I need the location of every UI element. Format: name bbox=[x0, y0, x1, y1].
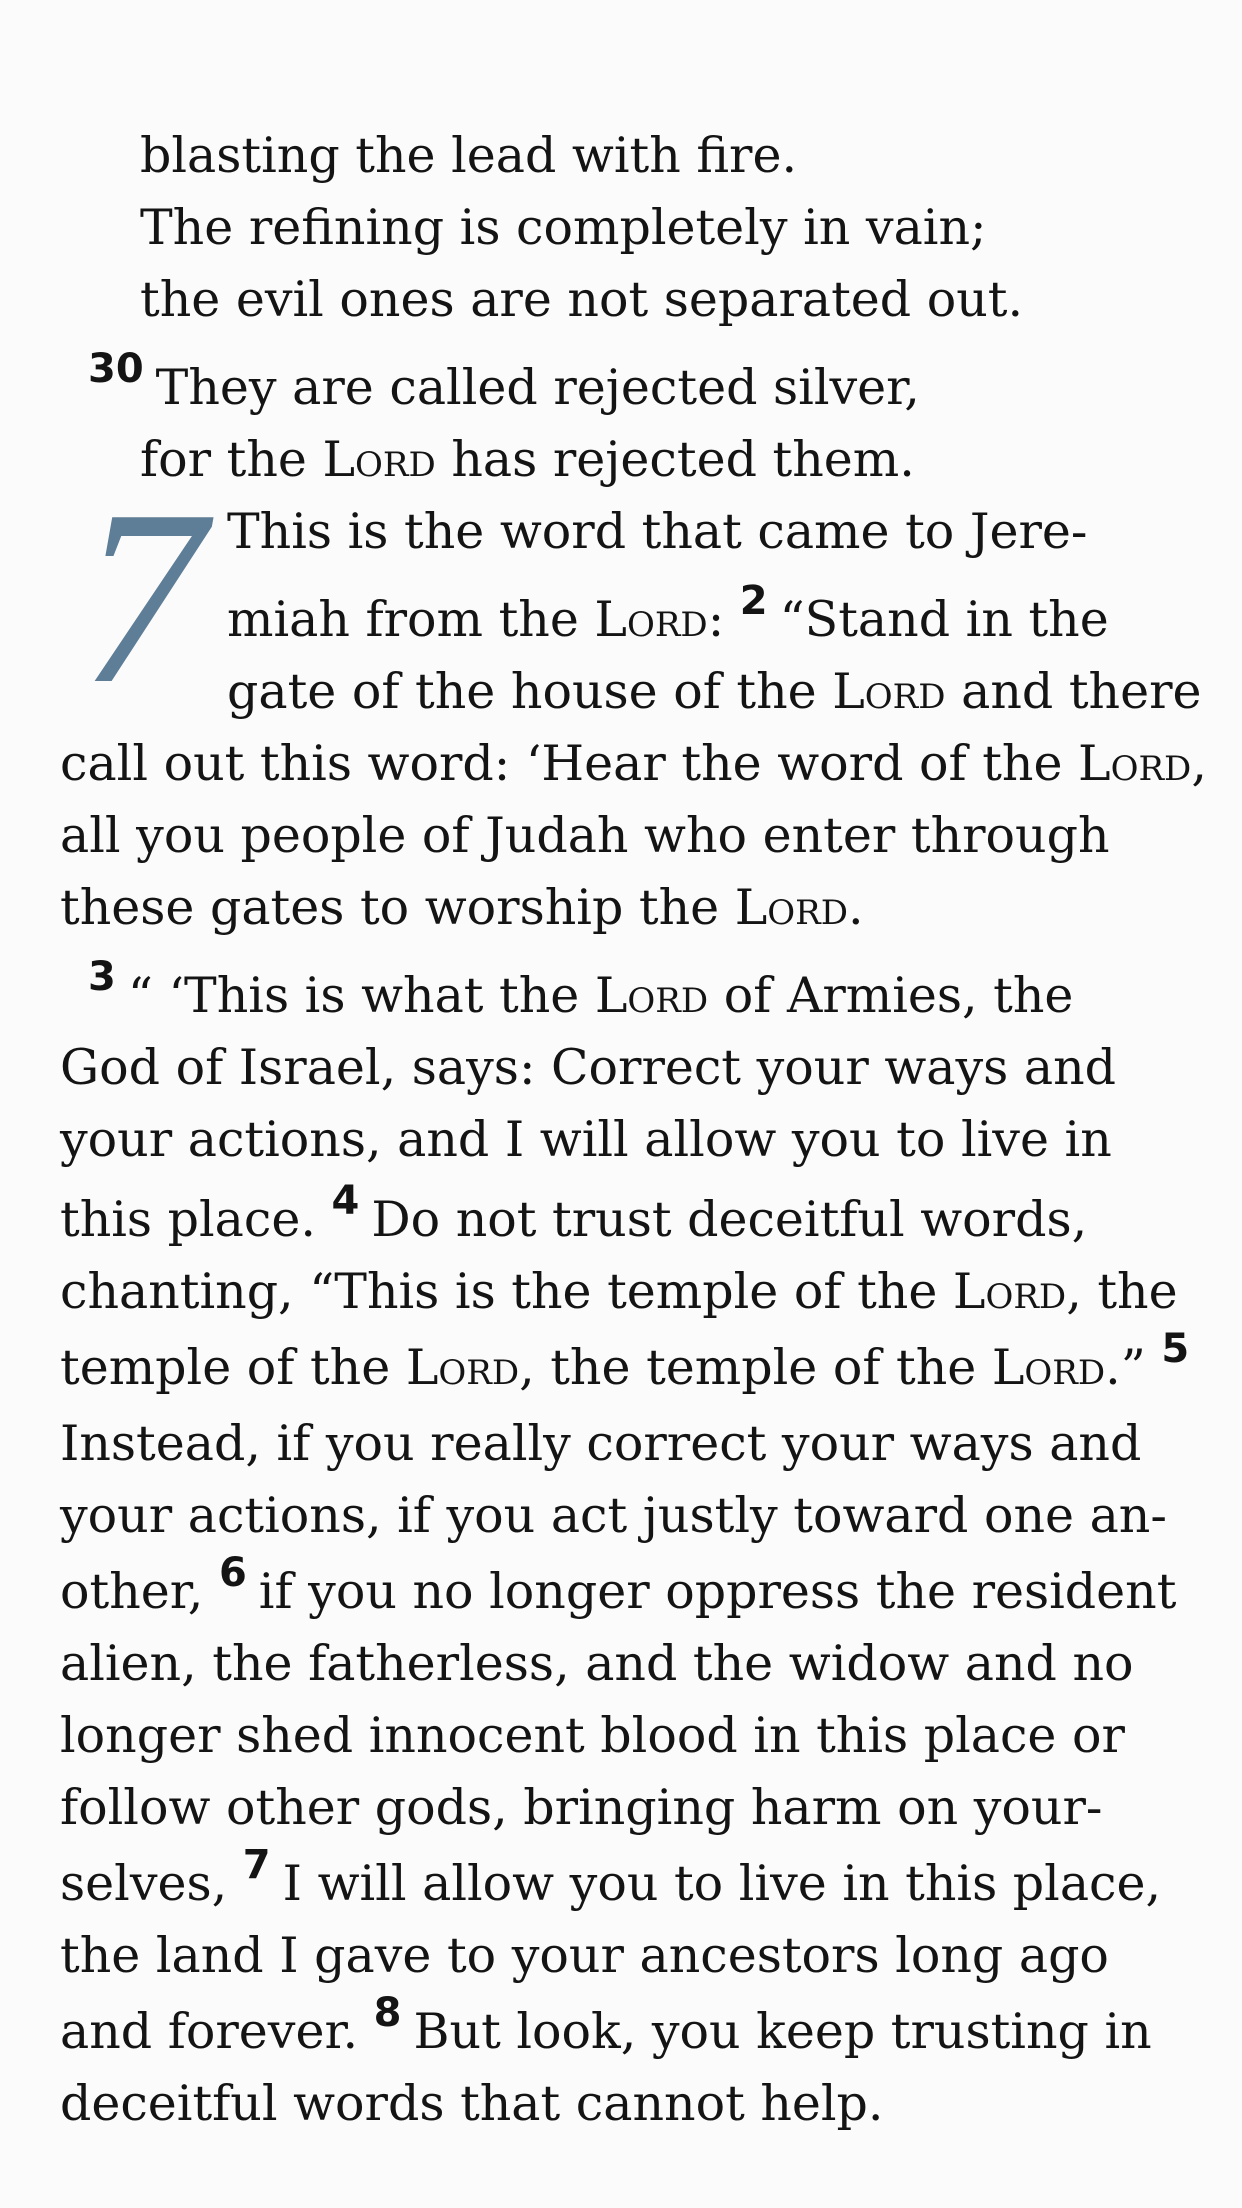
line-text: and forever. bbox=[60, 2003, 374, 2060]
line-text: God of Israel, says: Correct your ways and bbox=[60, 1039, 1117, 1096]
verse-number: 2 bbox=[739, 578, 768, 624]
prose-line bbox=[60, 1550, 1177, 1631]
prose-line bbox=[227, 578, 1109, 659]
prose-line bbox=[60, 1178, 1088, 1259]
line-text: gate of the house of the bbox=[227, 663, 833, 720]
line-text: . bbox=[848, 879, 864, 936]
prose-line bbox=[60, 872, 864, 944]
line-text: temple of the bbox=[60, 1339, 406, 1396]
line-text: Do not trust deceitful words, bbox=[371, 1191, 1088, 1248]
poetry-line bbox=[140, 120, 797, 192]
verse-number: 5 bbox=[1161, 1326, 1190, 1372]
verse-number: 6 bbox=[218, 1550, 247, 1596]
divine-name: Lord bbox=[952, 1263, 1067, 1320]
line-text: other, bbox=[60, 1563, 219, 1620]
divine-name: Lord bbox=[991, 1339, 1106, 1396]
prose-line bbox=[60, 1480, 1167, 1552]
line-text: , bbox=[1191, 735, 1207, 792]
line-text: all you people of Judah who enter through bbox=[60, 807, 1110, 864]
line-text: this place. bbox=[60, 1191, 332, 1248]
prose-line bbox=[88, 954, 1074, 1035]
line-text: But look, you keep trusting in bbox=[413, 2003, 1152, 2060]
line-text: has rejected them. bbox=[435, 431, 915, 488]
line-text: chanting, “This is the temple of the bbox=[60, 1263, 953, 1320]
prose-line bbox=[60, 1032, 1116, 1104]
prose-line bbox=[60, 1256, 1178, 1328]
prose-line bbox=[60, 800, 1110, 872]
prose-line bbox=[60, 1408, 1141, 1480]
prose-line bbox=[60, 1990, 1152, 2071]
line-text: call out this word: ‘Hear the word of the bbox=[60, 735, 1079, 792]
prose-line bbox=[60, 1772, 1102, 1844]
chapter-number-drop-cap: 7 bbox=[80, 459, 205, 736]
line-text: if you no longer oppress the resident bbox=[258, 1563, 1177, 1620]
verse-number: 30 bbox=[88, 346, 144, 392]
line-text: , the temple of the bbox=[519, 1339, 992, 1396]
divine-name: Lord bbox=[1078, 735, 1192, 792]
poetry-line bbox=[140, 424, 915, 496]
divine-name: Lord bbox=[405, 1339, 520, 1396]
prose-line bbox=[60, 728, 1207, 800]
prose-line bbox=[227, 496, 1087, 568]
line-text: This is the word that came to Jere- bbox=[227, 503, 1088, 560]
poetry-line bbox=[88, 346, 920, 427]
prose-line bbox=[60, 1700, 1125, 1772]
line-text: for the bbox=[140, 431, 323, 488]
line-text: Instead, if you really correct your ways and bbox=[60, 1415, 1142, 1472]
line-text: , the bbox=[1066, 1263, 1178, 1320]
line-text: follow other gods, bringing harm on your- bbox=[60, 1779, 1103, 1836]
line-text: deceitful words that cannot help. bbox=[60, 2075, 884, 2132]
line-text: these gates to worship the bbox=[60, 879, 735, 936]
divine-name: Lord bbox=[594, 967, 709, 1024]
line-text: : bbox=[707, 591, 740, 648]
prose-line bbox=[60, 1104, 1112, 1176]
verse-number: 3 bbox=[88, 954, 116, 1000]
line-text: your actions, and I will allow you to live in bbox=[60, 1111, 1112, 1168]
poetry-line bbox=[140, 264, 1023, 336]
line-text: your actions, if you act justly toward one an- bbox=[60, 1487, 1167, 1544]
verse-number: 4 bbox=[331, 1178, 360, 1224]
line-text: “Stand in the bbox=[779, 591, 1109, 648]
divine-name: Lord bbox=[734, 879, 849, 936]
line-text: longer shed innocent blood in this place or bbox=[60, 1707, 1125, 1764]
line-text: I will allow you to live in this place, bbox=[282, 1855, 1162, 1912]
line-text: miah from the bbox=[227, 591, 595, 648]
divine-name: Lord bbox=[594, 591, 708, 648]
verse-number: 8 bbox=[373, 1990, 402, 2036]
divine-name: Lord bbox=[832, 663, 946, 720]
line-text: .” bbox=[1105, 1339, 1162, 1396]
prose-line bbox=[60, 1920, 1109, 1992]
line-text: of Armies, the bbox=[708, 967, 1074, 1024]
line-text: selves, bbox=[60, 1855, 243, 1912]
line-text: and there bbox=[945, 663, 1202, 720]
prose-line bbox=[60, 1842, 1162, 1923]
line-text: alien, the fatherless, and the widow and no bbox=[60, 1635, 1134, 1692]
poetry-line bbox=[140, 192, 987, 264]
line-text: the evil ones are not separated out. bbox=[140, 271, 1024, 328]
line-text: the land I gave to your ancestors long ago bbox=[60, 1927, 1109, 1984]
prose-line bbox=[227, 656, 1202, 728]
prose-line bbox=[60, 1326, 1201, 1407]
line-text: The refining is completely in vain; bbox=[140, 199, 987, 256]
line-text: They are called rejected silver, bbox=[155, 359, 920, 416]
verse-number: 7 bbox=[242, 1842, 271, 1888]
prose-line bbox=[60, 1628, 1134, 1700]
line-text: “ ‘This is what the bbox=[127, 967, 595, 1024]
line-text: blasting the lead with fire. bbox=[140, 127, 798, 184]
prose-line bbox=[60, 2068, 884, 2140]
divine-name: Lord bbox=[322, 431, 436, 488]
